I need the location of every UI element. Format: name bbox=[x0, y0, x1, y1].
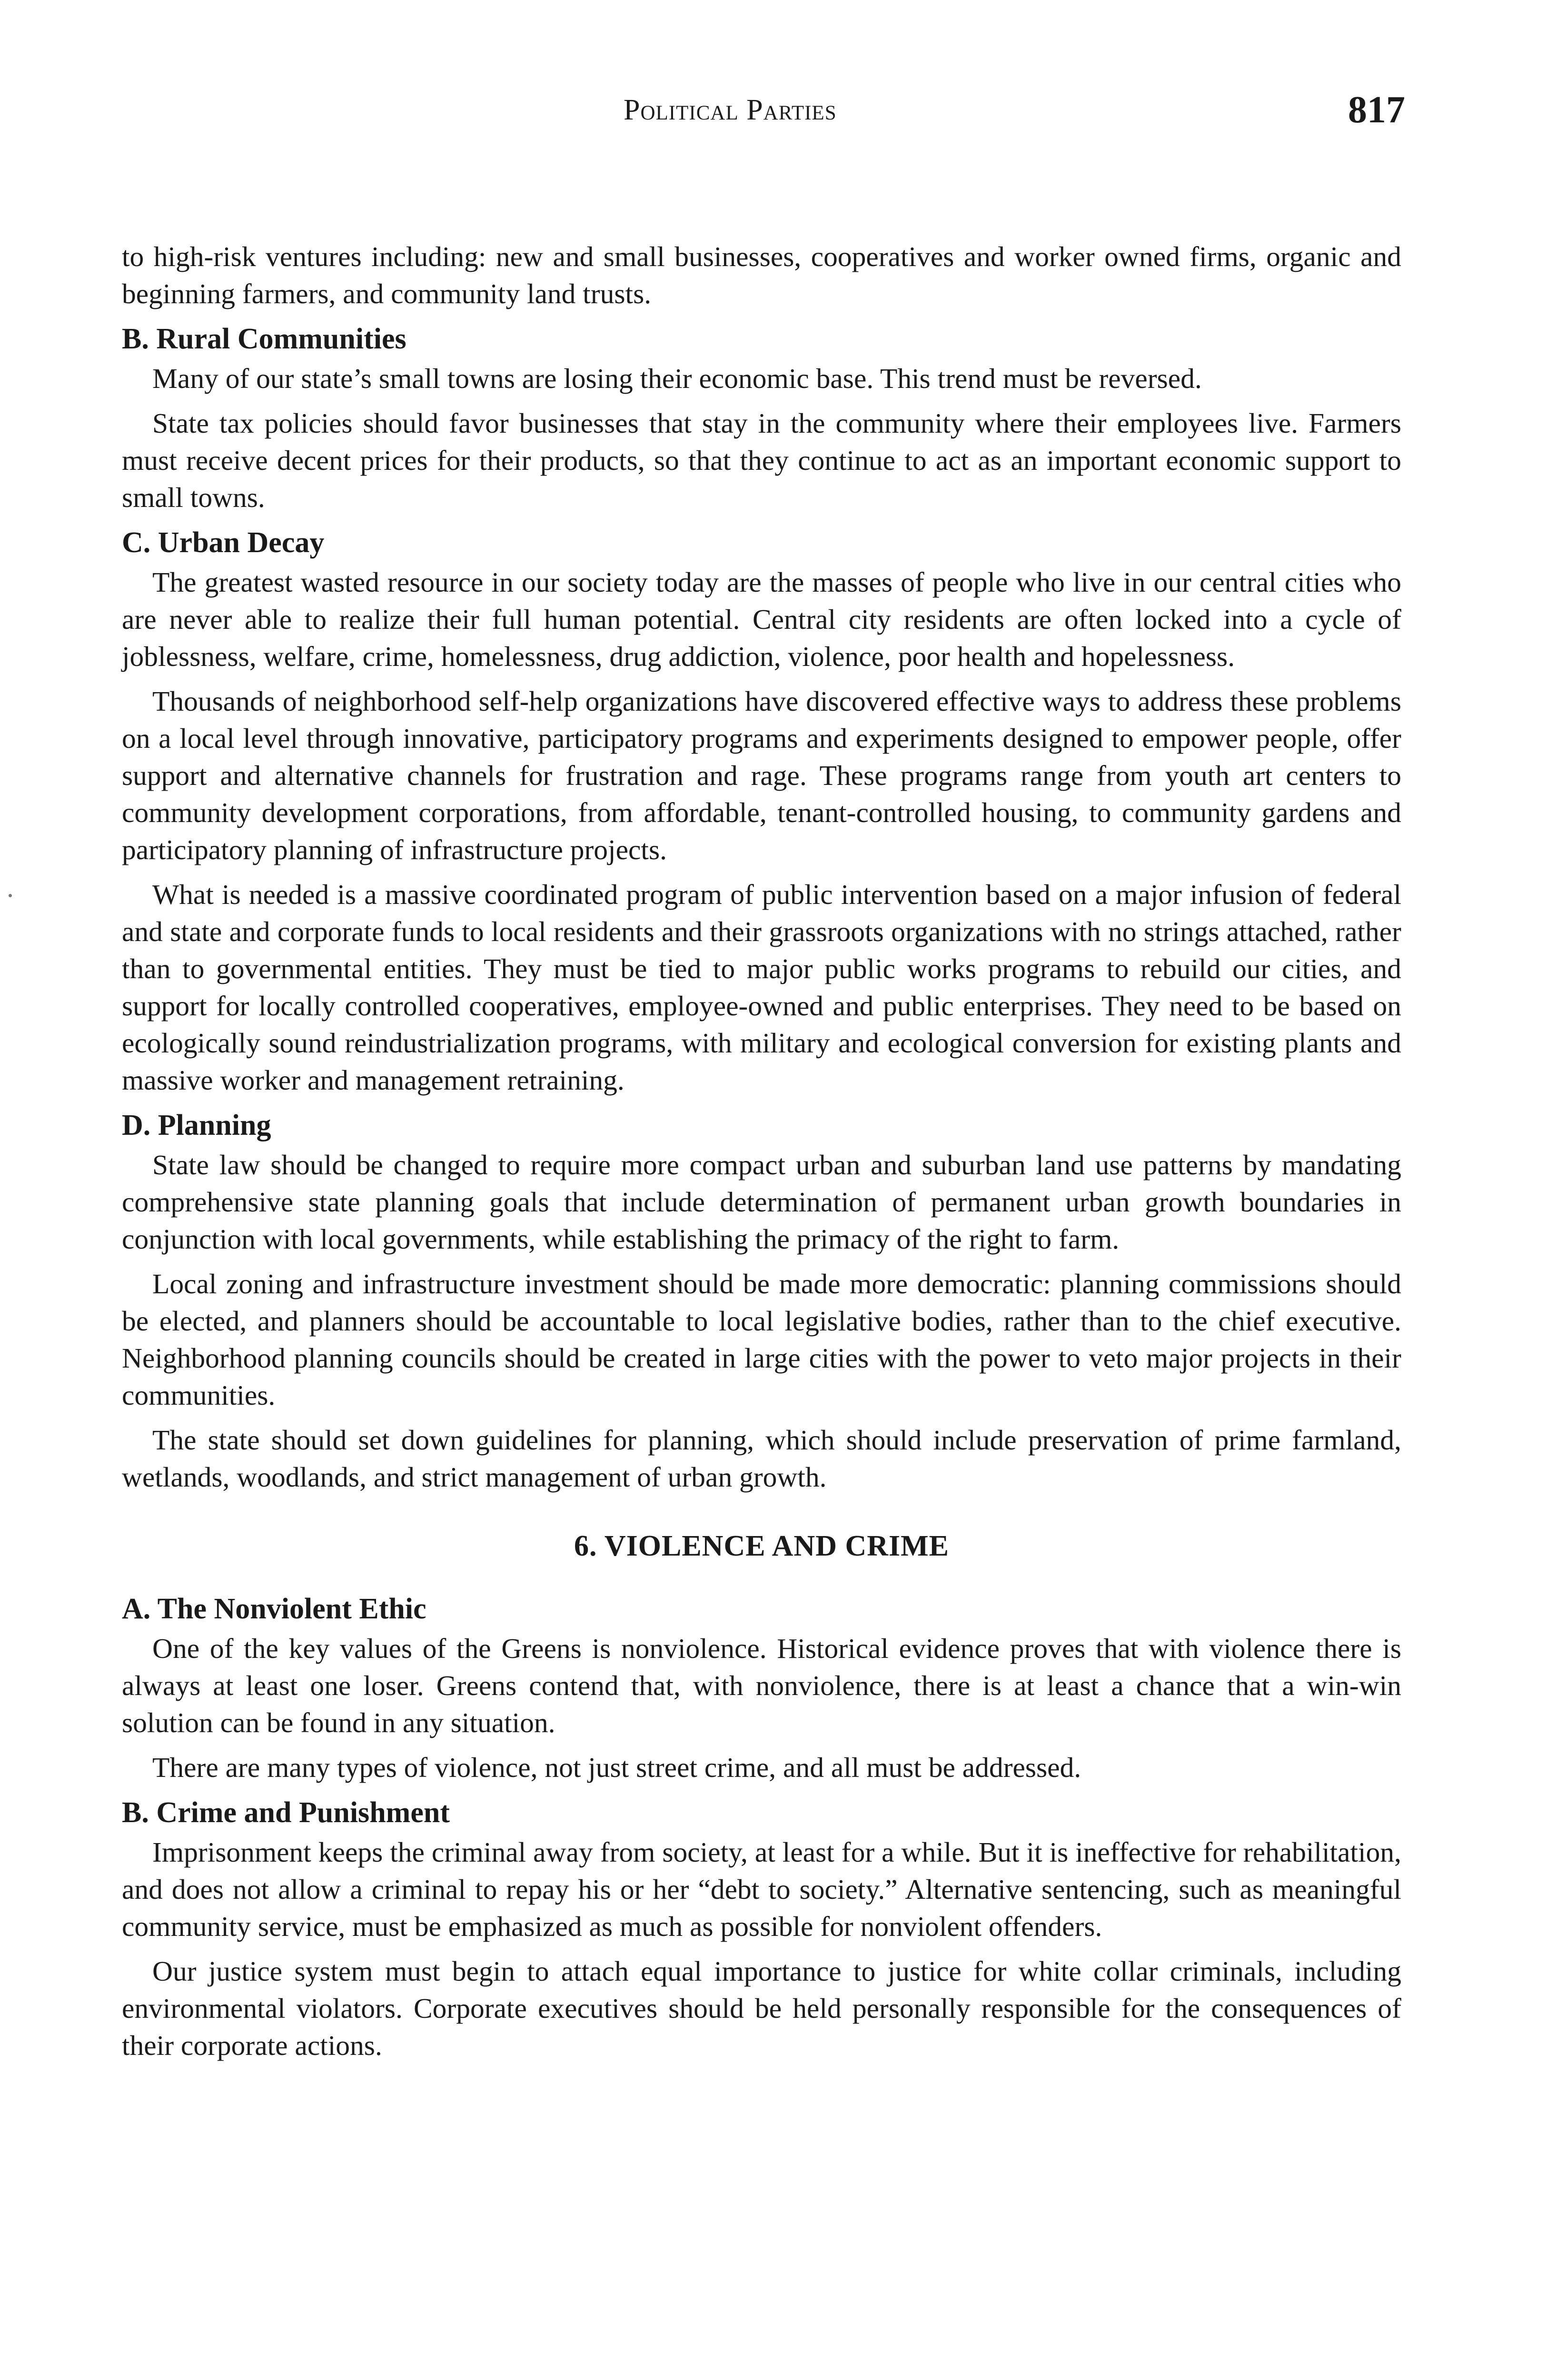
paragraph: The greatest wasted resource in our society today are the masses of people who live in our central cities who are never able to realize their full human potential. Central city residents are often locked into a cycle of joblessness, welfare, crime, homelessness, drug addiction, violence, poor health and hopelessness. bbox=[122, 566, 1401, 672]
paragraph: State law should be changed to require more compact urban and suburban land use patterns by mandating comprehensive state planning goals that include determination of permanent urban growth boundaries in conjunction with local governments, while establishing the primacy of the right to farm. bbox=[122, 1149, 1401, 1255]
page-number: 817 bbox=[1348, 89, 1405, 131]
heading-crime-and-punishment: B. Crime and Punishment bbox=[122, 1796, 450, 1829]
paragraph: Thousands of neighborhood self-help organizations have discovered effective ways to address these problems on a local level through innovative, participatory programs and experiments designed to empower people, offer support and alternative channels for frustration and rage. These programs range from youth art centers to community development corporations, from affordable, tenant-controlled housing, to community gardens and participatory planning of infrastructure projects. bbox=[122, 685, 1401, 865]
heading-nonviolent-ethic: A. The Nonviolent Ethic bbox=[122, 1593, 426, 1625]
running-header bbox=[0, 89, 1546, 136]
section-heading-violence-and-crime: 6. VIOLENCE AND CRIME bbox=[574, 1530, 950, 1562]
running-title: Political Parties bbox=[624, 94, 837, 126]
heading-planning: D. Planning bbox=[122, 1109, 271, 1141]
paragraph: State tax policies should favor businesses that stay in the community where their employees live. Farmers must receive decent prices for their products, so that they continue to act as an important economic support to small towns. bbox=[122, 407, 1401, 513]
paragraph: Our justice system must begin to attach equal importance to justice for white collar criminals, including environmental violators. Corporate executives should be held personally responsible for the consequences of their corporate actions. bbox=[122, 1955, 1401, 2061]
paragraph: One of the key values of the Greens is nonviolence. Historical evidence proves that with violence there is always at least one loser. Greens contend that, with nonviolence, there is at least a chance that a win-win solution can be found in any situation. bbox=[122, 1633, 1401, 1738]
heading-rural-communities: B. Rural Communities bbox=[122, 323, 406, 355]
paragraph: Many of our state’s small towns are losing their economic base. This trend must be reversed. bbox=[152, 363, 1202, 394]
page-body bbox=[122, 238, 1401, 2064]
paragraph: There are many types of violence, not just street crime, and all must be addressed. bbox=[152, 1752, 1081, 1783]
paragraph: The state should set down guidelines for planning, which should include preservation of prime farmland, wetlands, woodlands, and strict management of urban growth. bbox=[122, 1424, 1401, 1493]
paragraph-continued: to high-risk ventures including: new and small businesses, cooperatives and worker owned firms, organic and beginning farmers, and community land trusts. bbox=[122, 241, 1401, 309]
margin-speck bbox=[9, 894, 12, 897]
paragraph: Local zoning and infrastructure investment should be made more democratic: planning commissions should be elected, and planners should be accountable to local legislative bodies, rather than to the chief executive. Neighborhood planning councils should be created in large cities with the power to veto major projects in their communities. bbox=[122, 1268, 1401, 1411]
paragraph: Imprisonment keeps the criminal away from society, at least for a while. But it is ineffective for rehabilitation, and does not allow a criminal to repay his or her “debt to society.” Alternative sentencing, such as meaningful community service, must be emphasized as much as possible for nonviolent offenders. bbox=[122, 1836, 1401, 1942]
heading-urban-decay: C. Urban Decay bbox=[122, 526, 325, 559]
paragraph: What is needed is a massive coordinated program of public intervention based on a major infusion of federal and state and corporate funds to local residents and their grassroots organizations with no strings attached, rather than to governmental entities. They must be tied to major public works programs to rebuild our cities, and support for locally controlled cooperatives, employee-owned and public enterprises. They need to be based on ecologically sound reindustrialization programs, with military and ecological conversion for existing plants and massive worker and management retraining. bbox=[122, 879, 1401, 1096]
